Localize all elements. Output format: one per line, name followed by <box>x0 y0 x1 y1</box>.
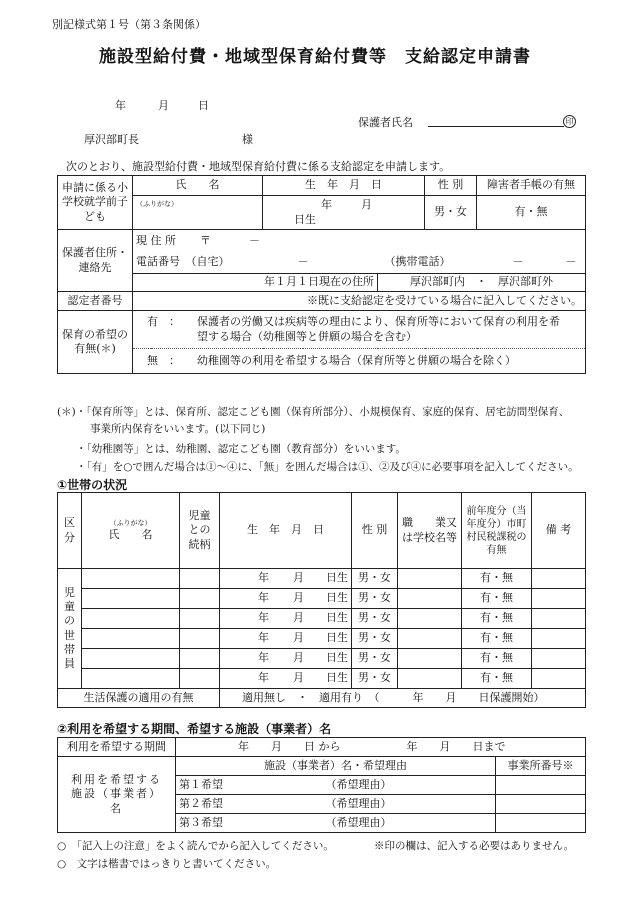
member-sex-cell[interactable]: 男・女 <box>352 609 398 629</box>
member-relation-cell[interactable] <box>180 609 220 629</box>
child-name-field[interactable] <box>133 196 263 230</box>
form-number-label: 別記様式第１号（第３条関係） <box>52 18 206 31</box>
date-day[interactable]: 日 <box>198 99 209 112</box>
choice-1-field[interactable]: （希望理由） <box>236 776 496 795</box>
nursery-wish-label: 保育の希望の有無(＊) <box>58 311 133 374</box>
member-tax-cell[interactable]: 有・無 <box>462 649 532 669</box>
seal-mark: 印 <box>563 115 576 128</box>
choice-2-office-number[interactable] <box>496 795 586 814</box>
member-name-cell[interactable] <box>82 569 180 589</box>
addressee-honorific: 様 <box>242 133 253 146</box>
member-notes-cell[interactable] <box>532 669 586 689</box>
member-job-cell[interactable] <box>398 589 462 609</box>
member-notes-cell[interactable] <box>532 629 586 649</box>
cert-number-note: ※既に支給認定を受けている場合に記入してください。 <box>307 293 582 307</box>
member-job-cell[interactable] <box>398 649 462 669</box>
member-birth-header: 生 年 月 日 <box>220 493 352 569</box>
nursery-wish-yes[interactable]: 有 ： 保護者の労働又は疾病等の理由により、保育所等において保育の利用を希 望する場合（幼稚園等と併願の場合を含む） <box>133 311 586 349</box>
job-header: 職 業又は学校名等 <box>398 493 462 569</box>
member-notes-cell[interactable] <box>532 649 586 669</box>
guardian-name-field[interactable] <box>428 126 564 127</box>
addressee: 厚沢部町長 <box>84 133 139 146</box>
member-name-header: （ふりがな） 氏 名 <box>82 493 180 569</box>
member-job-cell[interactable] <box>398 609 462 629</box>
jan1-address-label: 年１月１日現在の住所 <box>133 274 378 292</box>
member-birth-cell[interactable]: 年 月 日生 <box>220 609 352 629</box>
member-birth-cell[interactable]: 年 月 日生 <box>220 569 352 589</box>
member-name-cell[interactable] <box>82 629 180 649</box>
child-sex-field[interactable]: 男・女 <box>425 196 477 230</box>
choice-1-label: 第１希望 <box>176 776 236 795</box>
member-birth-cell[interactable]: 年 月 日生 <box>220 629 352 649</box>
choice-2-label: 第２希望 <box>176 795 236 814</box>
intro-text: 次のとおり、施設型給付費・地域型保育給付費に係る支給認定を申請します。 <box>66 160 451 173</box>
child-sex-header: 性 別 <box>425 176 477 196</box>
choice-3-field[interactable]: （希望理由） <box>236 814 496 833</box>
welfare-choice[interactable]: 適用無し ・ 適用有り （ 年 月 日保護開始） <box>220 689 586 708</box>
period-label: 利用を希望する期間 <box>58 738 176 757</box>
note-line-1: (＊)・「保育所等」とは、保育所、認定こども園（保育所部分）、小規模保育、家庭的保育、居宅訪問型保育、 <box>57 406 570 418</box>
member-relation-cell[interactable] <box>180 589 220 609</box>
member-tax-cell[interactable]: 有・無 <box>462 589 532 609</box>
date-year[interactable]: 年 <box>115 99 126 112</box>
notes-header: 備 考 <box>532 493 586 569</box>
member-relation-cell[interactable] <box>180 649 220 669</box>
household-table <box>57 492 586 708</box>
choice-3-office-number[interactable] <box>496 814 586 833</box>
member-tax-cell[interactable]: 有・無 <box>462 569 532 589</box>
note-line-3: ・「幼稚園等」とは、幼稚園、認定こども園（教育部分）をいいます。 <box>76 443 406 455</box>
furigana-label: （ふりがな） <box>136 200 178 208</box>
choice-1-office-number[interactable] <box>496 776 586 795</box>
disability-header: 障害者手帳の有無 <box>477 176 586 196</box>
member-relation-cell[interactable] <box>180 669 220 689</box>
choice-3-label: 第３希望 <box>176 814 236 833</box>
application-table <box>57 175 586 374</box>
cert-number-label: 認定者番号 <box>58 292 133 311</box>
household-group-label: 児童の世帯員 <box>58 569 82 689</box>
child-birth-field[interactable]: 年 月日生 <box>263 196 425 230</box>
office-number-header: 事業所番号※ <box>496 757 586 776</box>
guardian-name-label: 保護者氏名 <box>358 116 413 129</box>
member-name-cell[interactable] <box>82 649 180 669</box>
facility-section-title: ②利用を希望する期間、希望する施設（事業者）名 <box>57 722 332 736</box>
member-notes-cell[interactable] <box>532 609 586 629</box>
footer-note-1b: ※印の欄は、記入する必要はありません。 <box>374 840 575 852</box>
member-job-cell[interactable] <box>398 669 462 689</box>
member-sex-cell[interactable]: 男・女 <box>352 669 398 689</box>
member-sex-cell[interactable]: 男・女 <box>352 649 398 669</box>
page-title: 施設型給付費・地域型保育給付費等 支給認定申請書 <box>99 47 531 67</box>
facility-header: 施設（事業者）名・希望理由 <box>176 757 496 776</box>
footer-note-2: ○ 文字は楷書ではっきりと書いてください。 <box>57 858 277 870</box>
phone-field[interactable]: 電話番号 （自宅） － （携帯電話） － － <box>133 252 586 274</box>
jan1-address-choice[interactable]: 厚沢部町内 ・ 厚沢部町外 <box>378 274 586 292</box>
member-tax-cell[interactable]: 有・無 <box>462 629 532 649</box>
member-birth-cell[interactable]: 年 月 日生 <box>220 649 352 669</box>
guardian-contact-label: 保護者住所・連絡先 <box>58 230 133 292</box>
child-name-header: 氏 名 <box>133 176 263 196</box>
member-name-cell[interactable] <box>82 609 180 629</box>
footer-note-1: ○ 「記入上の注意」をよく読んでから記入してください。 <box>57 840 334 852</box>
member-sex-cell[interactable]: 男・女 <box>352 629 398 649</box>
choice-2-field[interactable]: （希望理由） <box>236 795 496 814</box>
facility-table <box>57 737 586 833</box>
member-job-cell[interactable] <box>398 629 462 649</box>
member-sex-cell[interactable]: 男・女 <box>352 589 398 609</box>
address-field[interactable]: 現 住 所 〒 － <box>133 230 586 252</box>
relation-header: 児童との続柄 <box>180 493 220 569</box>
tax-header: 前年度分（当年度分）市町村民税課税の有無 <box>462 493 532 569</box>
note-line-4: ・「有」を○で囲んだ場合は①～④に、「無」を囲んだ場合は①、②及び④に必要事項を記入してください。 <box>76 461 579 473</box>
member-tax-cell[interactable]: 有・無 <box>462 669 532 689</box>
household-section-title: ①世帯の状況 <box>57 478 128 492</box>
member-name-cell[interactable] <box>82 589 180 609</box>
nursery-wish-no[interactable]: 無 ： 幼稚園等の利用を希望する場合（保育所等と併願の場合を除く） <box>133 349 586 374</box>
date-month[interactable]: 月 <box>158 99 169 112</box>
member-sex-header: 性 別 <box>352 493 398 569</box>
member-relation-cell[interactable] <box>180 629 220 649</box>
facility-label: 利用を希望する施設（事業者）名 <box>58 757 176 833</box>
kubun-header: 区分 <box>58 493 82 569</box>
member-relation-cell[interactable] <box>180 569 220 589</box>
note-line-2: 事業所内保育をいいます。(以下同じ) <box>90 423 266 435</box>
member-notes-cell[interactable] <box>532 569 586 589</box>
cert-number-field[interactable] <box>133 292 586 311</box>
welfare-label: 生活保護の適用の有無 <box>58 689 220 708</box>
child-birth-header: 生 年 月 日 <box>263 176 425 196</box>
member-sex-cell[interactable]: 男・女 <box>352 569 398 589</box>
child-label: 申請に係る小学校就学前子ども <box>58 176 133 230</box>
member-birth-cell[interactable]: 年 月 日生 <box>220 669 352 689</box>
postal-mark: 〒 <box>200 233 211 247</box>
member-birth-cell[interactable]: 年 月 日生 <box>220 589 352 609</box>
member-notes-cell[interactable] <box>532 589 586 609</box>
member-tax-cell[interactable]: 有・無 <box>462 609 532 629</box>
period-field[interactable]: 年 月 日 から 年 月 日まで <box>176 738 586 757</box>
disability-field[interactable]: 有・無 <box>477 196 586 230</box>
member-name-cell[interactable] <box>82 669 180 689</box>
member-job-cell[interactable] <box>398 569 462 589</box>
